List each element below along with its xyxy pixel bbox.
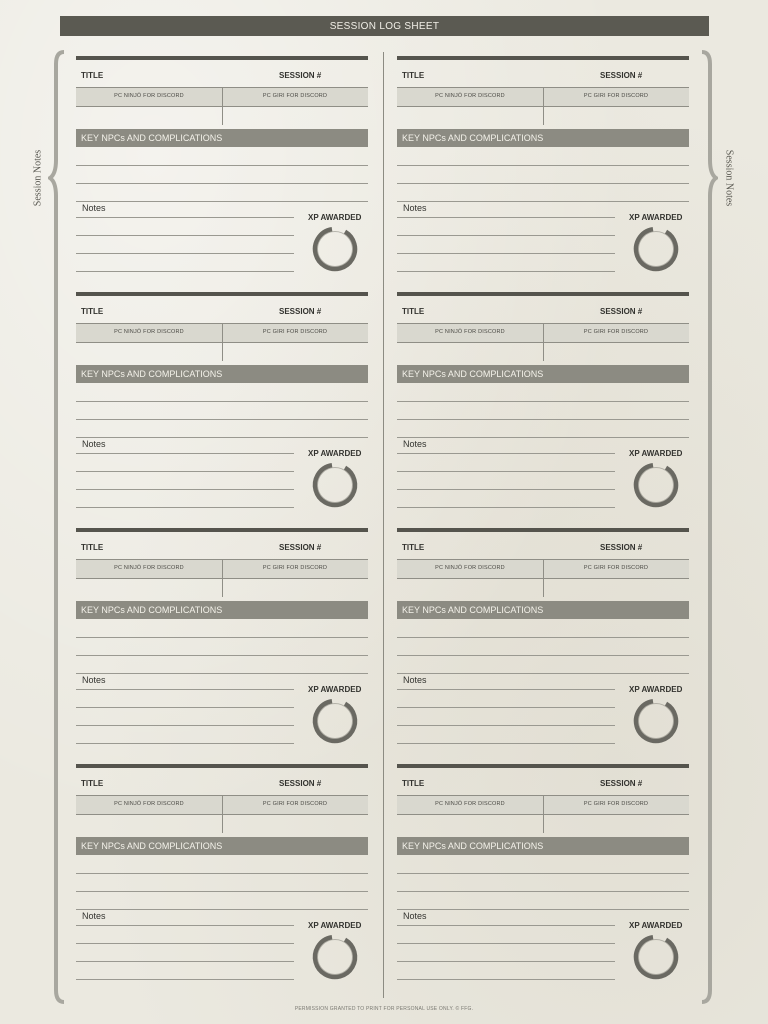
title-label: TITLE: [81, 779, 104, 788]
key-npcs-label: KEY NPCs AND COMPLICATIONS: [81, 605, 223, 615]
npc-write-line: [397, 419, 689, 420]
pc-column-divider: [543, 559, 544, 597]
xp-circle-icon: [310, 224, 360, 274]
npc-write-line: [397, 655, 689, 656]
key-npcs-header: [76, 129, 368, 147]
title-label: TITLE: [81, 71, 104, 80]
xp-awarded-label: XP AWARDED: [308, 449, 362, 458]
notes-write-line: [76, 471, 294, 472]
notes-write-line: [76, 235, 294, 236]
notes-write-line: [76, 979, 294, 980]
block-top-rule: [397, 528, 689, 532]
xp-awarded-label: XP AWARDED: [308, 213, 362, 222]
pc-ninjo-label: PC NINJŌ FOR DISCORD: [435, 329, 505, 335]
notes-write-line: [76, 725, 294, 726]
key-npcs-label: KEY NPCs AND COMPLICATIONS: [402, 369, 544, 379]
npc-write-line: [397, 909, 689, 910]
notes-label: Notes: [403, 911, 427, 921]
npc-write-line: [76, 655, 368, 656]
pc-giri-label: PC GIRI FOR DISCORD: [583, 801, 649, 807]
pc-column-divider: [543, 795, 544, 833]
notes-write-line: [397, 453, 615, 454]
notes-write-line: [397, 979, 615, 980]
pc-ninjo-label: PC NINJŌ FOR DISCORD: [435, 801, 505, 807]
xp-awarded-label: XP AWARDED: [629, 449, 683, 458]
key-npcs-header: [76, 365, 368, 383]
key-npcs-header: [397, 129, 689, 147]
xp-awarded-label: XP AWARDED: [629, 921, 683, 930]
block-top-rule: [76, 292, 368, 296]
page-title: SESSION LOG SHEET: [329, 20, 440, 32]
title-label: TITLE: [81, 543, 104, 552]
session-number-label: SESSION #: [600, 307, 643, 316]
session-log-block: [76, 764, 368, 996]
title-label: TITLE: [402, 307, 425, 316]
npc-write-line: [397, 891, 689, 892]
pc-giri-label: PC GIRI FOR DISCORD: [583, 93, 649, 99]
notes-label: Notes: [403, 675, 427, 685]
notes-write-line: [397, 271, 615, 272]
npc-write-line: [397, 437, 689, 438]
notes-write-line: [397, 253, 615, 254]
xp-awarded-label: XP AWARDED: [629, 685, 683, 694]
footer-permission-text: PERMISSION GRANTED TO PRINT FOR PERSONAL USE ONLY. © FFG.: [294, 1006, 474, 1012]
pc-ninjo-label: PC NINJŌ FOR DISCORD: [435, 565, 505, 571]
npc-write-line: [76, 673, 368, 674]
npc-write-line: [76, 637, 368, 638]
pc-giri-label: PC GIRI FOR DISCORD: [262, 93, 328, 99]
notes-write-line: [76, 253, 294, 254]
npc-write-line: [76, 401, 368, 402]
title-label: TITLE: [402, 71, 425, 80]
key-npcs-label: KEY NPCs AND COMPLICATIONS: [402, 133, 544, 143]
key-npcs-header: [76, 837, 368, 855]
npc-write-line: [76, 419, 368, 420]
block-top-rule: [76, 528, 368, 532]
pc-column-divider: [222, 559, 223, 597]
notes-write-line: [76, 743, 294, 744]
title-label: TITLE: [402, 543, 425, 552]
notes-label: Notes: [82, 439, 106, 449]
npc-write-line: [397, 673, 689, 674]
key-npcs-label: KEY NPCs AND COMPLICATIONS: [81, 133, 223, 143]
notes-write-line: [76, 217, 294, 218]
notes-label: Notes: [82, 203, 106, 213]
notes-write-line: [76, 925, 294, 926]
block-top-rule: [397, 56, 689, 60]
block-top-rule: [397, 764, 689, 768]
pc-giri-label: PC GIRI FOR DISCORD: [583, 329, 649, 335]
notes-write-line: [397, 471, 615, 472]
side-label-left: Session Notes: [32, 149, 44, 207]
key-npcs-header: [397, 365, 689, 383]
npc-write-line: [76, 201, 368, 202]
xp-circle-icon: [310, 460, 360, 510]
notes-label: Notes: [82, 911, 106, 921]
session-log-block: [76, 56, 368, 288]
block-top-rule: [76, 56, 368, 60]
notes-write-line: [397, 925, 615, 926]
notes-write-line: [397, 217, 615, 218]
notes-write-line: [76, 707, 294, 708]
pc-ninjo-label: PC NINJŌ FOR DISCORD: [114, 565, 184, 571]
block-top-rule: [397, 292, 689, 296]
xp-circle-icon: [310, 932, 360, 982]
xp-awarded-label: XP AWARDED: [308, 685, 362, 694]
notes-write-line: [76, 689, 294, 690]
session-number-label: SESSION #: [600, 71, 643, 80]
npc-write-line: [76, 183, 368, 184]
npc-write-line: [397, 201, 689, 202]
pc-giri-label: PC GIRI FOR DISCORD: [262, 801, 328, 807]
session-log-block: [397, 764, 689, 996]
notes-write-line: [397, 689, 615, 690]
npc-write-line: [397, 183, 689, 184]
npc-write-line: [76, 891, 368, 892]
session-log-block: [397, 56, 689, 288]
npc-write-line: [76, 165, 368, 166]
page-title-bar: [60, 16, 709, 36]
right-bracket-icon: [700, 50, 718, 1004]
xp-awarded-label: XP AWARDED: [629, 213, 683, 222]
notes-write-line: [397, 943, 615, 944]
npc-write-line: [397, 637, 689, 638]
session-number-label: SESSION #: [279, 307, 322, 316]
key-npcs-header: [397, 601, 689, 619]
pc-column-divider: [222, 795, 223, 833]
center-divider: [383, 52, 384, 998]
notes-write-line: [397, 961, 615, 962]
pc-ninjo-label: PC NINJŌ FOR DISCORD: [435, 93, 505, 99]
pc-column-divider: [222, 87, 223, 125]
xp-awarded-label: XP AWARDED: [308, 921, 362, 930]
pc-ninjo-label: PC NINJŌ FOR DISCORD: [114, 329, 184, 335]
session-log-block: [76, 528, 368, 760]
block-top-rule: [76, 764, 368, 768]
notes-write-line: [397, 235, 615, 236]
npc-write-line: [76, 437, 368, 438]
pc-ninjo-label: PC NINJŌ FOR DISCORD: [114, 801, 184, 807]
xp-circle-icon: [631, 696, 681, 746]
key-npcs-header: [397, 837, 689, 855]
key-npcs-label: KEY NPCs AND COMPLICATIONS: [81, 369, 223, 379]
pc-giri-label: PC GIRI FOR DISCORD: [583, 565, 649, 571]
notes-write-line: [76, 943, 294, 944]
session-number-label: SESSION #: [279, 71, 322, 80]
npc-write-line: [76, 909, 368, 910]
pc-column-divider: [543, 323, 544, 361]
xp-circle-icon: [631, 224, 681, 274]
npc-write-line: [397, 165, 689, 166]
key-npcs-label: KEY NPCs AND COMPLICATIONS: [402, 841, 544, 851]
session-log-block: [397, 528, 689, 760]
key-npcs-label: KEY NPCs AND COMPLICATIONS: [402, 605, 544, 615]
notes-write-line: [397, 489, 615, 490]
notes-write-line: [76, 271, 294, 272]
key-npcs-label: KEY NPCs AND COMPLICATIONS: [81, 841, 223, 851]
notes-write-line: [397, 507, 615, 508]
xp-circle-icon: [310, 696, 360, 746]
npc-write-line: [397, 401, 689, 402]
pc-giri-label: PC GIRI FOR DISCORD: [262, 565, 328, 571]
npc-write-line: [397, 873, 689, 874]
session-number-label: SESSION #: [600, 543, 643, 552]
session-number-label: SESSION #: [279, 543, 322, 552]
session-log-block: [397, 292, 689, 524]
title-label: TITLE: [402, 779, 425, 788]
session-number-label: SESSION #: [279, 779, 322, 788]
pc-giri-label: PC GIRI FOR DISCORD: [262, 329, 328, 335]
title-label: TITLE: [81, 307, 104, 316]
key-npcs-header: [76, 601, 368, 619]
pc-column-divider: [222, 323, 223, 361]
xp-circle-icon: [631, 460, 681, 510]
session-log-block: [76, 292, 368, 524]
side-label-right: Session Notes: [723, 149, 735, 207]
pc-column-divider: [543, 87, 544, 125]
notes-write-line: [397, 743, 615, 744]
notes-write-line: [76, 489, 294, 490]
notes-write-line: [76, 507, 294, 508]
notes-write-line: [397, 725, 615, 726]
left-bracket-icon: [48, 50, 66, 1004]
xp-circle-icon: [631, 932, 681, 982]
notes-write-line: [76, 961, 294, 962]
notes-label: Notes: [403, 439, 427, 449]
notes-label: Notes: [82, 675, 106, 685]
notes-write-line: [76, 453, 294, 454]
notes-write-line: [397, 707, 615, 708]
session-number-label: SESSION #: [600, 779, 643, 788]
notes-label: Notes: [403, 203, 427, 213]
pc-ninjo-label: PC NINJŌ FOR DISCORD: [114, 93, 184, 99]
npc-write-line: [76, 873, 368, 874]
